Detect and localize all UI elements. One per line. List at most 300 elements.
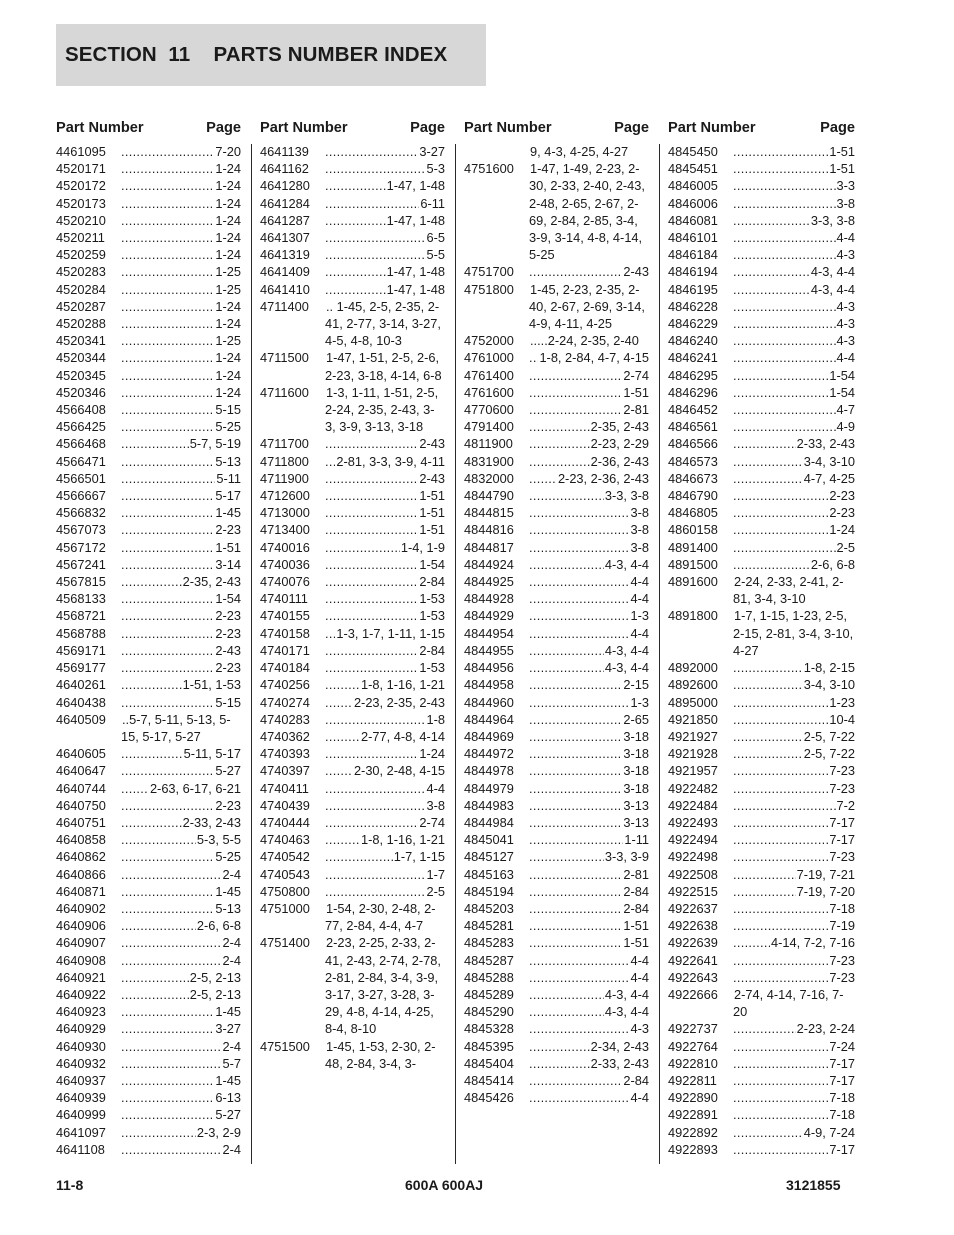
dot-leader (733, 349, 836, 366)
page-ref-text: 3-3 (836, 178, 855, 194)
page-ref-text: 2-5, 7-22 (803, 746, 855, 762)
index-entry (668, 1089, 855, 1106)
index-entry (56, 1003, 241, 1020)
part-number: 4520346 (56, 384, 106, 400)
part-number: 4891500 (668, 556, 718, 572)
index-entry (260, 607, 445, 624)
index-entry (260, 625, 445, 642)
index-entry (464, 332, 649, 349)
part-number: 4750800 (260, 883, 310, 899)
part-number: 4641410 (260, 281, 310, 297)
dot-leader (121, 797, 214, 814)
page-ref-text: 1-54 (419, 556, 445, 572)
part-number: 4844960 (464, 694, 514, 710)
page-ref-text: 3-4, 3-10 (803, 677, 855, 693)
dot-leader (529, 435, 590, 452)
part-number: 4751800 (464, 281, 514, 297)
index-entry (260, 435, 445, 452)
index-entry (260, 281, 445, 298)
index-entry (260, 177, 445, 194)
page-ref-text: 4-14, 7-2, 7-16 (771, 935, 855, 951)
page-ref-text: 7-23 (829, 969, 855, 985)
page-references (733, 160, 855, 177)
dot-leader (325, 521, 418, 538)
part-number: 4640871 (56, 883, 106, 899)
index-entry (56, 367, 241, 384)
index-entry (464, 659, 649, 676)
page-references (325, 607, 445, 624)
dot-leader (325, 177, 386, 194)
dot-leader (529, 573, 630, 590)
dot-leader (121, 504, 214, 521)
part-number: 4891400 (668, 539, 718, 555)
part-number: 4845203 (464, 900, 514, 916)
dot-leader (325, 246, 426, 263)
dot-leader (529, 831, 623, 848)
index-entry (56, 883, 241, 900)
page-references (529, 728, 649, 745)
dot-leader (325, 195, 419, 212)
index-entry (464, 487, 649, 504)
dot-leader (325, 229, 426, 246)
page-ref-text: 7-17 (829, 814, 855, 830)
page-references (121, 1038, 241, 1055)
page-ref-text: 2-4 (222, 935, 241, 951)
index-entry (260, 298, 445, 350)
page-ref-text: 7-19, 7-21 (796, 866, 855, 882)
page-ref-text: 4-3, 4-4 (604, 1004, 649, 1020)
page-ref-text: 1-51 (829, 161, 855, 177)
page-ref-text: 2-33, 2-43 (590, 1055, 649, 1071)
page-ref-text: 2-23 (215, 660, 241, 676)
part-number: 4640937 (56, 1072, 106, 1088)
page-references (121, 539, 241, 556)
part-number (464, 143, 529, 160)
page-ref-text: 2-23, 2-24 (796, 1021, 855, 1037)
index-entry (260, 642, 445, 659)
part-number: 4740171 (260, 642, 310, 658)
dot-leader (733, 728, 803, 745)
index-entry (464, 590, 649, 607)
index-entry (56, 969, 241, 986)
page-references (733, 504, 855, 521)
index-entry (668, 418, 855, 435)
dot-leader (733, 883, 796, 900)
part-number: 4566667 (56, 488, 106, 504)
page-ref-text: 1-45 (215, 883, 241, 899)
page-references (529, 487, 649, 504)
page-ref-text: 4-3, 4-4 (604, 660, 649, 676)
page-references (121, 986, 241, 1003)
page-references (121, 883, 241, 900)
page-references (529, 281, 649, 333)
page-ref-text: 1-7, 1-15 (393, 849, 445, 865)
page-ref-text: 1-3 (630, 694, 649, 710)
index-entry (464, 418, 649, 435)
page-header: Page (206, 120, 241, 136)
page-ref-text: 2-43 (419, 470, 445, 486)
page-ref-text: ..5-7, 5-11, 5-13, 5-15, 5-17, 5-27 (121, 711, 231, 744)
index-entry (56, 504, 241, 521)
page-ref-text: 2-84 (419, 574, 445, 590)
part-number: 4641287 (260, 212, 310, 228)
index-entry (260, 229, 445, 246)
index-entry (56, 1038, 241, 1055)
page-ref-text: 2-84 (623, 883, 649, 899)
dot-leader (529, 900, 622, 917)
page-references (121, 246, 241, 263)
part-number: 4566468 (56, 436, 106, 452)
dot-leader (325, 676, 360, 693)
part-number: 4844955 (464, 642, 514, 658)
index-entry (56, 986, 241, 1003)
dot-leader (325, 573, 418, 590)
part-number: 4846296 (668, 384, 718, 400)
dot-leader (121, 900, 214, 917)
page-ref-text: 7-2 (836, 797, 855, 813)
page-ref-text: 4-7, 4-25 (803, 470, 855, 486)
part-number: 4845328 (464, 1021, 514, 1037)
part-number: 4640902 (56, 900, 106, 916)
page-ref-text: 3-8 (630, 539, 649, 555)
index-entry (668, 969, 855, 986)
index-entry (668, 349, 855, 366)
page-references (529, 556, 649, 573)
part-number: 4845041 (464, 832, 514, 848)
dot-leader (529, 1072, 622, 1089)
page-ref-text: 2-23 (215, 797, 241, 813)
page-references (529, 1003, 649, 1020)
dot-leader (529, 349, 538, 366)
index-entry (464, 762, 649, 779)
part-number: 4520341 (56, 333, 106, 349)
page-references (529, 590, 649, 607)
dot-leader (121, 418, 214, 435)
dot-leader (529, 694, 630, 711)
page-ref-text: 1-47, 1-48 (386, 264, 445, 280)
part-number: 4740543 (260, 866, 310, 882)
dot-leader (733, 659, 803, 676)
page-references (529, 745, 649, 762)
dot-leader (733, 160, 828, 177)
part-number: 4844978 (464, 763, 514, 779)
page-ref-text: 2-4 (222, 1141, 241, 1157)
page-references (733, 780, 855, 797)
page-references (325, 625, 445, 642)
dot-leader (121, 332, 214, 349)
part-number: 4844817 (464, 539, 514, 555)
part-number: 4641319 (260, 247, 310, 263)
page-ref-text: 5-25 (215, 849, 241, 865)
index-entry (464, 367, 649, 384)
page-references (733, 281, 855, 298)
page-ref-text: 5-7 (222, 1055, 241, 1071)
page-ref-text: 1-54 (215, 591, 241, 607)
page-references (733, 676, 855, 693)
part-number: 4520344 (56, 350, 106, 366)
dot-leader (325, 607, 418, 624)
page-references (529, 814, 649, 831)
page-references (325, 659, 445, 676)
part-number: 4520259 (56, 247, 106, 263)
index-entry (668, 504, 855, 521)
part-number: 4640858 (56, 832, 106, 848)
page-references (529, 143, 649, 160)
index-entry (668, 160, 855, 177)
page-references (733, 762, 855, 779)
part-number: 4761000 (464, 350, 514, 366)
dot-leader (733, 694, 828, 711)
page-references (121, 263, 241, 280)
index-entry (668, 315, 855, 332)
dot-leader (733, 556, 810, 573)
page-ref-text: 2-4 (222, 866, 241, 882)
page-ref-text: 3-14 (215, 556, 241, 572)
index-entry (464, 504, 649, 521)
index-entry (464, 831, 649, 848)
index-entry (56, 384, 241, 401)
index-entry (464, 1055, 649, 1072)
page-ref-text: 1-53 (419, 608, 445, 624)
part-number: 4711800 (260, 453, 309, 469)
dot-leader (121, 625, 214, 642)
page-ref-text: 4-3 (836, 298, 855, 314)
page-references (733, 1055, 855, 1072)
index-entry (668, 676, 855, 693)
dot-leader (733, 281, 810, 298)
page-references (733, 332, 855, 349)
index-entry (668, 711, 855, 728)
index-entry (56, 487, 241, 504)
page-ref-text: 1-24 (215, 247, 241, 263)
footer-doc-number: 3121855 (786, 1177, 841, 1193)
page-references (325, 797, 445, 814)
dot-leader (121, 177, 214, 194)
dot-leader (121, 780, 149, 797)
dot-leader (733, 917, 828, 934)
dot-leader (733, 435, 796, 452)
part-number: 4891800 (668, 608, 718, 624)
page-references (121, 934, 241, 951)
index-entry (464, 728, 649, 745)
part-number: 4846228 (668, 298, 718, 314)
page-references (733, 453, 855, 470)
page-ref-text: 1-24 (215, 178, 241, 194)
dot-leader (121, 573, 182, 590)
page-ref-text: 3-8 (426, 797, 445, 813)
page-ref-text: 2-6, 6-8 (810, 556, 855, 572)
page-ref-text: 1-25 (215, 333, 241, 349)
index-entry (56, 418, 241, 435)
index-entry (56, 401, 241, 418)
index-entry (668, 848, 855, 865)
part-number: 4520345 (56, 367, 106, 383)
part-number: 4845451 (668, 161, 718, 177)
dot-leader (325, 556, 418, 573)
part-number: 4845404 (464, 1055, 514, 1071)
section-title: SECTION 11 PARTS NUMBER INDEX (65, 43, 448, 66)
page-references (121, 332, 241, 349)
dot-leader (733, 1124, 803, 1141)
index-entry (56, 1089, 241, 1106)
dot-leader (529, 986, 604, 1003)
page-references (121, 969, 241, 986)
page-ref-text: 4-9 (836, 419, 855, 435)
part-number: 4567073 (56, 522, 106, 538)
page-ref-text: 4-4 (630, 969, 649, 985)
page-references (121, 384, 241, 401)
page-references (529, 780, 649, 797)
page-references (121, 711, 241, 745)
page-references (325, 195, 445, 212)
dot-leader (121, 590, 214, 607)
page-ref-text: 1-51 (419, 522, 445, 538)
page-references (529, 934, 649, 951)
index-entry (260, 831, 445, 848)
entries-list (464, 143, 649, 1106)
dot-leader (121, 814, 182, 831)
dot-leader (733, 762, 828, 779)
index-entry (260, 728, 445, 745)
dot-leader (325, 435, 418, 452)
dot-leader (121, 1106, 214, 1123)
dot-leader (325, 728, 360, 745)
part-number: 4711600 (260, 384, 309, 400)
index-entry (56, 797, 241, 814)
index-entry (668, 1124, 855, 1141)
index-entry (668, 917, 855, 934)
dot-leader (121, 435, 189, 452)
index-entry (464, 625, 649, 642)
index-entry (668, 883, 855, 900)
dot-leader (529, 487, 604, 504)
index-entry (260, 246, 445, 263)
page-references (529, 349, 649, 366)
page-ref-text: 4-3, 4-4 (810, 281, 855, 297)
page-references (121, 349, 241, 366)
part-number: 4740016 (260, 539, 310, 555)
part-number: 4640923 (56, 1004, 106, 1020)
dot-leader (529, 883, 622, 900)
part-number: 4846573 (668, 453, 718, 469)
part-number: 4641139 (260, 144, 309, 159)
part-number: 4568133 (56, 591, 106, 607)
index-entry (56, 539, 241, 556)
part-number: 4922891 (668, 1107, 718, 1123)
page-ref-text: 5-11, 5-17 (183, 746, 241, 762)
dot-leader (529, 866, 622, 883)
page-ref-text: 2-5 (426, 883, 445, 899)
page-ref-text: 1-47, 1-48 (386, 212, 445, 228)
dot-leader (121, 556, 214, 573)
index-entry (56, 848, 241, 865)
index-entry (668, 1141, 855, 1158)
dot-leader (121, 694, 214, 711)
page-ref-text: 1-24 (419, 746, 445, 762)
page-references (325, 848, 445, 865)
index-entry (464, 573, 649, 590)
page-ref-text: 3-8 (836, 195, 855, 211)
page-ref-text: 2-6, 6-8 (196, 918, 241, 934)
dot-leader (733, 1055, 828, 1072)
page-ref-text: 2-5, 7-22 (803, 728, 855, 744)
page-ref-text: 4-3 (630, 1021, 649, 1037)
part-number: 4740362 (260, 728, 310, 744)
dot-leader (529, 728, 622, 745)
page-references (733, 401, 855, 418)
part-number: 4922637 (668, 900, 718, 916)
part-number: 4922508 (668, 866, 718, 882)
part-number: 4640929 (56, 1021, 106, 1037)
part-number: 4844816 (464, 522, 514, 538)
page-references (325, 590, 445, 607)
page-ref-text: 2-23 (215, 608, 241, 624)
page-references (733, 367, 855, 384)
page-ref-text: 3-4, 3-10 (803, 453, 855, 469)
page-ref-text: 2-33, 2-43 (182, 814, 241, 830)
dot-leader (529, 969, 630, 986)
dot-leader (733, 1038, 828, 1055)
page-references (325, 281, 445, 298)
part-number: 4770600 (464, 402, 514, 418)
page-references (121, 521, 241, 538)
page-references (529, 694, 649, 711)
page-references (733, 1072, 855, 1089)
page-references (121, 435, 241, 452)
index-entry (56, 263, 241, 280)
part-number: 4844954 (464, 625, 514, 641)
index-entry (464, 143, 649, 160)
page-references (733, 229, 855, 246)
page-references (733, 745, 855, 762)
dot-leader (529, 453, 590, 470)
part-number: 4740184 (260, 660, 310, 676)
page-ref-text: 2-43 (623, 264, 649, 280)
part-number: 4641097 (56, 1124, 106, 1140)
page-ref-text: 1-54 (829, 367, 855, 383)
part-number: 4641307 (260, 230, 310, 246)
page-ref-text: 4-9, 7-24 (803, 1124, 855, 1140)
part-number: 4640999 (56, 1107, 106, 1123)
dot-leader (121, 607, 214, 624)
part-number: 4640922 (56, 986, 106, 1002)
part-number: 4844983 (464, 797, 514, 813)
part-number: 4640751 (56, 814, 106, 830)
dot-leader (529, 539, 630, 556)
page-references (121, 590, 241, 607)
page-ref-text: 7-23 (829, 952, 855, 968)
page-ref-text: 5-15 (215, 694, 241, 710)
dot-leader (733, 797, 836, 814)
part-number: 4740542 (260, 849, 310, 865)
dot-leader (733, 745, 803, 762)
page-references (325, 934, 445, 1037)
part-number: 4566471 (56, 453, 106, 469)
index-entry (668, 487, 855, 504)
index-entry (56, 573, 241, 590)
page-ref-text: 2-34, 2-43 (590, 1038, 649, 1054)
part-number-header: Part Number (668, 120, 756, 136)
page-references (733, 969, 855, 986)
page-references (733, 315, 855, 332)
part-number: 4740036 (260, 556, 310, 572)
part-number: 4922811 (668, 1072, 717, 1088)
dot-leader (325, 470, 418, 487)
index-entry (260, 384, 445, 436)
index-entry (56, 762, 241, 779)
page-ref-text: 3-8 (630, 522, 649, 538)
page-references (733, 435, 855, 452)
